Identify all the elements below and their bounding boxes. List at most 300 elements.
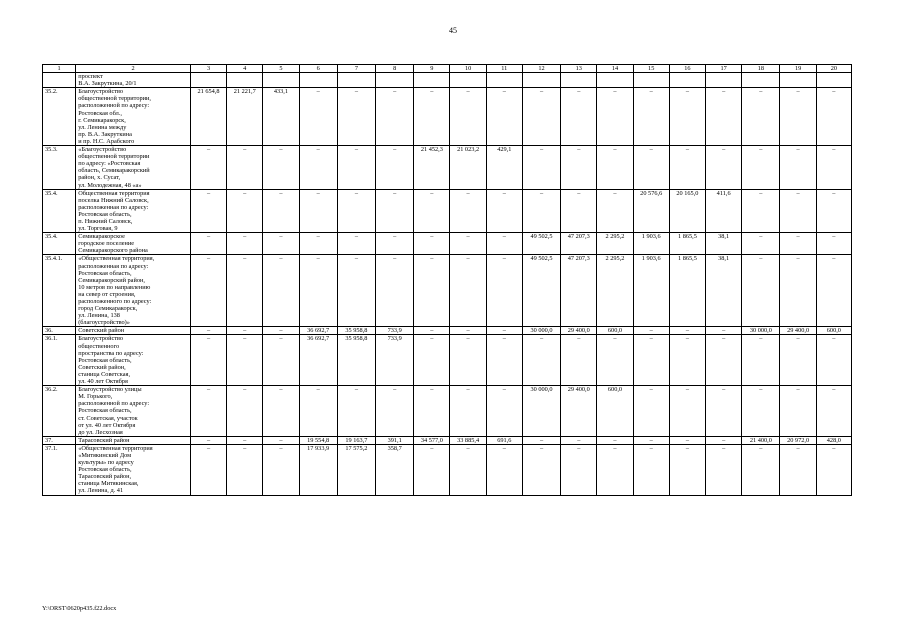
cell-text: Тарасовский район bbox=[78, 436, 130, 444]
value-cell bbox=[486, 146, 522, 190]
column-header: 2 bbox=[76, 65, 191, 73]
cell-text: – bbox=[759, 146, 763, 154]
value-cell bbox=[263, 255, 299, 327]
value-cell bbox=[337, 386, 375, 437]
page-number: 45 bbox=[449, 26, 457, 35]
value-cell bbox=[263, 444, 299, 495]
cell-text: – bbox=[354, 386, 358, 394]
value-cell bbox=[486, 189, 522, 233]
cell-text: Общественная территория поселка Нижний Саловск, расположенная по адресу: Ростовская область, п. Нижний Саловск, ул. Торговая, 9 bbox=[78, 189, 150, 233]
cell-text: – bbox=[466, 255, 470, 263]
cell-text: – bbox=[613, 444, 617, 452]
value-cell bbox=[706, 255, 742, 327]
row-number-cell bbox=[43, 189, 76, 233]
value-cell bbox=[190, 73, 226, 88]
value-cell bbox=[486, 335, 522, 386]
row-number-cell bbox=[43, 233, 76, 255]
value-cell bbox=[414, 233, 450, 255]
value-cell bbox=[450, 335, 486, 386]
value-cell bbox=[669, 335, 705, 386]
value-cell bbox=[633, 255, 669, 327]
value-cell bbox=[190, 386, 226, 437]
cell-text: – bbox=[243, 255, 247, 263]
cell-text: 38,1 bbox=[718, 233, 730, 241]
value-cell bbox=[706, 444, 742, 495]
value-cell bbox=[706, 436, 742, 444]
cell-text: 600,0 bbox=[826, 327, 841, 335]
value-cell bbox=[263, 146, 299, 190]
cell-text: – bbox=[796, 255, 800, 263]
table-row bbox=[43, 444, 852, 495]
cell-text: – bbox=[354, 255, 358, 263]
value-cell bbox=[816, 255, 851, 327]
value-cell bbox=[742, 436, 780, 444]
value-cell bbox=[780, 436, 816, 444]
value-cell bbox=[522, 88, 560, 146]
cell-text: 21 654,8 bbox=[197, 88, 220, 96]
value-cell bbox=[450, 146, 486, 190]
value-cell bbox=[414, 73, 450, 88]
value-cell bbox=[263, 386, 299, 437]
row-number-cell bbox=[43, 88, 76, 146]
cell-text: – bbox=[430, 255, 434, 263]
value-cell bbox=[742, 233, 780, 255]
cell-text: – bbox=[206, 233, 211, 241]
value-cell bbox=[522, 73, 560, 88]
cell-text: – bbox=[832, 335, 836, 343]
value-cell bbox=[414, 444, 450, 495]
row-name-cell bbox=[76, 146, 191, 190]
cell-text: – bbox=[832, 88, 836, 96]
value-cell bbox=[376, 88, 414, 146]
column-header: 5 bbox=[263, 65, 299, 73]
cell-text: 36.2. bbox=[45, 386, 58, 394]
cell-text: 47 207,3 bbox=[567, 233, 590, 241]
cell-text: 1 865,5 bbox=[677, 233, 697, 241]
cell-text: – bbox=[206, 146, 211, 154]
cell-text: – bbox=[539, 88, 544, 96]
cell-text: 30 000,0 bbox=[530, 386, 553, 394]
cell-text: 17 575,2 bbox=[345, 444, 368, 452]
value-cell bbox=[669, 255, 705, 327]
cell-text: – bbox=[759, 88, 763, 96]
value-cell bbox=[190, 255, 226, 327]
cell-text: – bbox=[430, 189, 434, 197]
value-cell bbox=[337, 146, 375, 190]
value-cell bbox=[633, 436, 669, 444]
value-cell bbox=[816, 436, 851, 444]
value-cell bbox=[780, 189, 816, 233]
value-cell bbox=[706, 73, 742, 88]
value-cell bbox=[522, 444, 560, 495]
row-name-cell bbox=[76, 386, 191, 437]
value-cell bbox=[227, 335, 263, 386]
row-number-cell bbox=[43, 335, 76, 386]
cell-text: 29 400,0 bbox=[787, 327, 810, 335]
value-cell bbox=[742, 146, 780, 190]
cell-text: – bbox=[466, 233, 470, 241]
value-cell bbox=[486, 436, 522, 444]
cell-text: – bbox=[502, 327, 506, 335]
cell-text: 358,7 bbox=[387, 444, 402, 452]
cell-text: 35 958,8 bbox=[345, 335, 368, 343]
value-cell bbox=[486, 88, 522, 146]
cell-text: – bbox=[316, 189, 320, 197]
budget-table bbox=[42, 64, 852, 496]
value-cell bbox=[263, 327, 299, 335]
row-number-cell bbox=[43, 255, 76, 327]
cell-text: 1 903,6 bbox=[641, 255, 661, 263]
cell-text: – bbox=[759, 444, 763, 452]
table-row bbox=[43, 88, 852, 146]
value-cell bbox=[450, 386, 486, 437]
cell-text: – bbox=[243, 327, 247, 335]
cell-text: – bbox=[316, 255, 320, 263]
cell-text: – bbox=[279, 146, 283, 154]
cell-text: 36 692,7 bbox=[307, 335, 330, 343]
cell-text: – bbox=[796, 146, 800, 154]
cell-text: – bbox=[354, 233, 358, 241]
value-cell bbox=[190, 189, 226, 233]
cell-text: 49 502,5 bbox=[530, 233, 553, 241]
value-cell bbox=[633, 327, 669, 335]
column-header: 7 bbox=[337, 65, 375, 73]
value-cell bbox=[816, 189, 851, 233]
value-cell bbox=[486, 386, 522, 437]
row-number-cell bbox=[43, 386, 76, 437]
cell-text: 733,9 bbox=[387, 335, 402, 343]
cell-text: 30 000,0 bbox=[530, 327, 553, 335]
cell-text: – bbox=[279, 255, 283, 263]
row-name-cell bbox=[76, 233, 191, 255]
value-cell bbox=[299, 444, 337, 495]
cell-text: 35.3. bbox=[45, 146, 58, 154]
cell-text: Семикаракорское городское поселение Семикаракорского района bbox=[78, 233, 148, 255]
cell-text: 35.2. bbox=[45, 88, 58, 96]
value-cell bbox=[633, 444, 669, 495]
cell-text: – bbox=[279, 335, 283, 343]
cell-text: 33 885,4 bbox=[457, 436, 480, 444]
cell-text: – bbox=[649, 444, 653, 452]
value-cell bbox=[742, 444, 780, 495]
value-cell bbox=[450, 88, 486, 146]
cell-text: – bbox=[539, 189, 544, 197]
cell-text: – bbox=[354, 146, 358, 154]
cell-text: «Благоустройство общественной территории по адресу: «Ростовская область, Семикаракорский район, х. Сусат, ул. Молодежная, 48 «а» bbox=[78, 146, 150, 189]
value-cell bbox=[816, 233, 851, 255]
value-cell bbox=[414, 189, 450, 233]
value-cell bbox=[561, 88, 597, 146]
value-cell bbox=[669, 88, 705, 146]
table-row bbox=[43, 189, 852, 233]
cell-text: – bbox=[796, 386, 800, 394]
table-row bbox=[43, 436, 852, 444]
value-cell bbox=[299, 233, 337, 255]
cell-text: – bbox=[649, 146, 653, 154]
column-header: 10 bbox=[450, 65, 486, 73]
row-name-cell bbox=[76, 189, 191, 233]
value-cell bbox=[633, 88, 669, 146]
row-number-cell bbox=[43, 436, 76, 444]
value-cell bbox=[780, 73, 816, 88]
row-name-cell bbox=[76, 88, 191, 146]
value-cell bbox=[376, 189, 414, 233]
cell-text: – bbox=[722, 335, 726, 343]
row-number-cell bbox=[43, 327, 76, 335]
value-cell bbox=[561, 189, 597, 233]
value-cell bbox=[263, 189, 299, 233]
row-name-cell bbox=[76, 255, 191, 327]
value-cell bbox=[376, 327, 414, 335]
column-header: 12 bbox=[522, 65, 560, 73]
cell-text: – bbox=[206, 335, 211, 343]
cell-text: – bbox=[393, 255, 397, 263]
value-cell bbox=[561, 444, 597, 495]
cell-text: 691,6 bbox=[497, 436, 512, 444]
cell-text: – bbox=[649, 327, 653, 335]
value-cell bbox=[190, 146, 226, 190]
cell-text: 411,6 bbox=[716, 189, 731, 197]
value-cell bbox=[190, 88, 226, 146]
value-cell bbox=[337, 73, 375, 88]
cell-text: – bbox=[577, 436, 581, 444]
value-cell bbox=[299, 335, 337, 386]
cell-text: 429,1 bbox=[497, 146, 512, 154]
value-cell bbox=[669, 436, 705, 444]
cell-text: 35 958,8 bbox=[345, 327, 368, 335]
cell-text: – bbox=[613, 88, 617, 96]
cell-text: – bbox=[613, 335, 617, 343]
cell-text: – bbox=[430, 327, 434, 335]
value-cell bbox=[337, 189, 375, 233]
value-cell bbox=[299, 436, 337, 444]
column-header: 20 bbox=[816, 65, 851, 73]
cell-text: 20 972,0 bbox=[787, 436, 810, 444]
value-cell bbox=[561, 73, 597, 88]
cell-text: 1 903,6 bbox=[641, 233, 661, 241]
cell-text: – bbox=[502, 335, 506, 343]
cell-text: – bbox=[539, 335, 544, 343]
cell-text: – bbox=[502, 88, 506, 96]
cell-text: – bbox=[430, 233, 434, 241]
value-cell bbox=[706, 189, 742, 233]
cell-text: – bbox=[685, 88, 689, 96]
cell-text: 29 400,0 bbox=[567, 327, 590, 335]
table-row bbox=[43, 255, 852, 327]
cell-text: – bbox=[279, 189, 283, 197]
cell-text: – bbox=[430, 335, 434, 343]
cell-text: – bbox=[466, 327, 470, 335]
cell-text: – bbox=[316, 146, 320, 154]
value-cell bbox=[597, 386, 633, 437]
cell-text: – bbox=[722, 444, 726, 452]
value-cell bbox=[522, 335, 560, 386]
value-cell bbox=[669, 444, 705, 495]
cell-text: «Общественная территория «Митякинский Дом культуры» по адресу Ростовская область, Тарасовский район, станица Митякинская, ул. Ленина, д. 41 bbox=[78, 444, 153, 495]
value-cell bbox=[561, 436, 597, 444]
cell-text: – bbox=[539, 444, 544, 452]
cell-text: – bbox=[649, 436, 653, 444]
cell-text: 37.1. bbox=[45, 444, 58, 452]
cell-text: – bbox=[796, 189, 800, 197]
cell-text: – bbox=[393, 189, 397, 197]
value-cell bbox=[190, 335, 226, 386]
value-cell bbox=[742, 88, 780, 146]
cell-text: – bbox=[539, 146, 544, 154]
value-cell bbox=[263, 436, 299, 444]
value-cell bbox=[706, 327, 742, 335]
cell-text: 30 000,0 bbox=[749, 327, 772, 335]
cell-text: – bbox=[722, 436, 726, 444]
cell-text: – bbox=[243, 386, 247, 394]
cell-text: – bbox=[722, 88, 726, 96]
value-cell bbox=[486, 233, 522, 255]
cell-text: – bbox=[279, 327, 283, 335]
cell-text: – bbox=[206, 327, 211, 335]
cell-text: 36 692,7 bbox=[307, 327, 330, 335]
value-cell bbox=[780, 444, 816, 495]
table-row bbox=[43, 386, 852, 437]
cell-text: – bbox=[466, 335, 470, 343]
value-cell bbox=[780, 255, 816, 327]
cell-text: – bbox=[685, 327, 689, 335]
value-cell bbox=[450, 444, 486, 495]
value-cell bbox=[486, 73, 522, 88]
value-cell bbox=[669, 386, 705, 437]
cell-text: 38,1 bbox=[718, 255, 730, 263]
value-cell bbox=[486, 255, 522, 327]
value-cell bbox=[263, 73, 299, 88]
cell-text: 21 221,7 bbox=[233, 88, 256, 96]
cell-text: – bbox=[577, 444, 581, 452]
row-number-cell bbox=[43, 444, 76, 495]
value-cell bbox=[414, 436, 450, 444]
cell-text: – bbox=[316, 386, 320, 394]
cell-text: 2 295,2 bbox=[605, 233, 625, 241]
table-row bbox=[43, 146, 852, 190]
footer-file-path: Y:\ORST\0620p435.f22.docx bbox=[42, 605, 117, 612]
cell-text: – bbox=[685, 146, 689, 154]
cell-text: 19 163,7 bbox=[345, 436, 368, 444]
value-cell bbox=[780, 233, 816, 255]
value-cell bbox=[299, 386, 337, 437]
value-cell bbox=[633, 146, 669, 190]
value-cell bbox=[816, 386, 851, 437]
cell-text: – bbox=[393, 88, 397, 96]
cell-text: – bbox=[393, 386, 397, 394]
column-header: 11 bbox=[486, 65, 522, 73]
cell-text: – bbox=[649, 386, 653, 394]
column-header: 14 bbox=[597, 65, 633, 73]
cell-text: 17 933,9 bbox=[307, 444, 330, 452]
cell-text: – bbox=[722, 146, 726, 154]
value-cell bbox=[816, 88, 851, 146]
cell-text: 19 554,8 bbox=[307, 436, 330, 444]
cell-text: проспект В.А. Закруткина, 20/1 bbox=[78, 73, 137, 88]
cell-text: 35.4. bbox=[45, 233, 58, 241]
value-cell bbox=[561, 335, 597, 386]
value-cell bbox=[450, 73, 486, 88]
cell-text: – bbox=[243, 444, 247, 452]
cell-text: 36. bbox=[45, 327, 53, 335]
cell-text: 20 165,0 bbox=[676, 189, 699, 197]
value-cell bbox=[299, 255, 337, 327]
table-row bbox=[43, 335, 852, 386]
cell-text: – bbox=[577, 146, 581, 154]
value-cell bbox=[299, 189, 337, 233]
value-cell bbox=[376, 233, 414, 255]
value-cell bbox=[450, 189, 486, 233]
value-cell bbox=[561, 386, 597, 437]
value-cell bbox=[190, 444, 226, 495]
value-cell bbox=[742, 189, 780, 233]
row-number-cell bbox=[43, 73, 76, 88]
column-header: 19 bbox=[780, 65, 816, 73]
cell-text: 733,9 bbox=[387, 327, 402, 335]
column-header: 17 bbox=[706, 65, 742, 73]
cell-text: – bbox=[354, 88, 358, 96]
cell-text: Благоустройство общественного пространства по адресу: Ростовская область, Советский район, станица Советская, ул. 40 лет Октября bbox=[78, 335, 144, 386]
value-cell bbox=[633, 73, 669, 88]
cell-text: – bbox=[539, 436, 544, 444]
cell-text: – bbox=[796, 88, 800, 96]
value-cell bbox=[414, 386, 450, 437]
column-header: 8 bbox=[376, 65, 414, 73]
value-cell bbox=[376, 73, 414, 88]
value-cell bbox=[522, 189, 560, 233]
cell-text: – bbox=[206, 444, 211, 452]
table-row bbox=[43, 327, 852, 335]
cell-text: 20 576,6 bbox=[640, 189, 663, 197]
value-cell bbox=[337, 444, 375, 495]
cell-text: 600,0 bbox=[607, 386, 623, 394]
cell-text: – bbox=[832, 444, 836, 452]
column-header: 18 bbox=[742, 65, 780, 73]
cell-text: – bbox=[577, 335, 581, 343]
value-cell bbox=[299, 327, 337, 335]
value-cell bbox=[227, 386, 263, 437]
column-header: 16 bbox=[669, 65, 705, 73]
value-cell bbox=[227, 436, 263, 444]
value-cell bbox=[190, 436, 226, 444]
value-cell bbox=[522, 386, 560, 437]
value-cell bbox=[299, 88, 337, 146]
value-cell bbox=[263, 233, 299, 255]
value-cell bbox=[633, 335, 669, 386]
value-cell bbox=[780, 386, 816, 437]
cell-text: – bbox=[796, 233, 800, 241]
value-cell bbox=[337, 88, 375, 146]
value-cell bbox=[706, 146, 742, 190]
value-cell bbox=[450, 327, 486, 335]
cell-text: 21 023,2 bbox=[457, 146, 480, 154]
value-cell bbox=[263, 335, 299, 386]
value-cell bbox=[780, 335, 816, 386]
value-cell bbox=[669, 327, 705, 335]
row-name-cell bbox=[76, 327, 191, 335]
value-cell bbox=[597, 335, 633, 386]
cell-text: 2 295,2 bbox=[605, 255, 625, 263]
cell-text: – bbox=[759, 335, 763, 343]
cell-text: Благоустройство улицы М. Горького, расположенной по адресу: Ростовская область, ст. Советская, участок от ул. 40 лет Октября до ул. Лесхозная bbox=[78, 386, 150, 436]
cell-text: – bbox=[649, 335, 653, 343]
cell-text: – bbox=[243, 233, 247, 241]
cell-text: – bbox=[502, 444, 506, 452]
column-header: 6 bbox=[299, 65, 337, 73]
value-cell bbox=[376, 386, 414, 437]
cell-text: 49 502,5 bbox=[530, 255, 553, 263]
cell-text: – bbox=[354, 189, 358, 197]
